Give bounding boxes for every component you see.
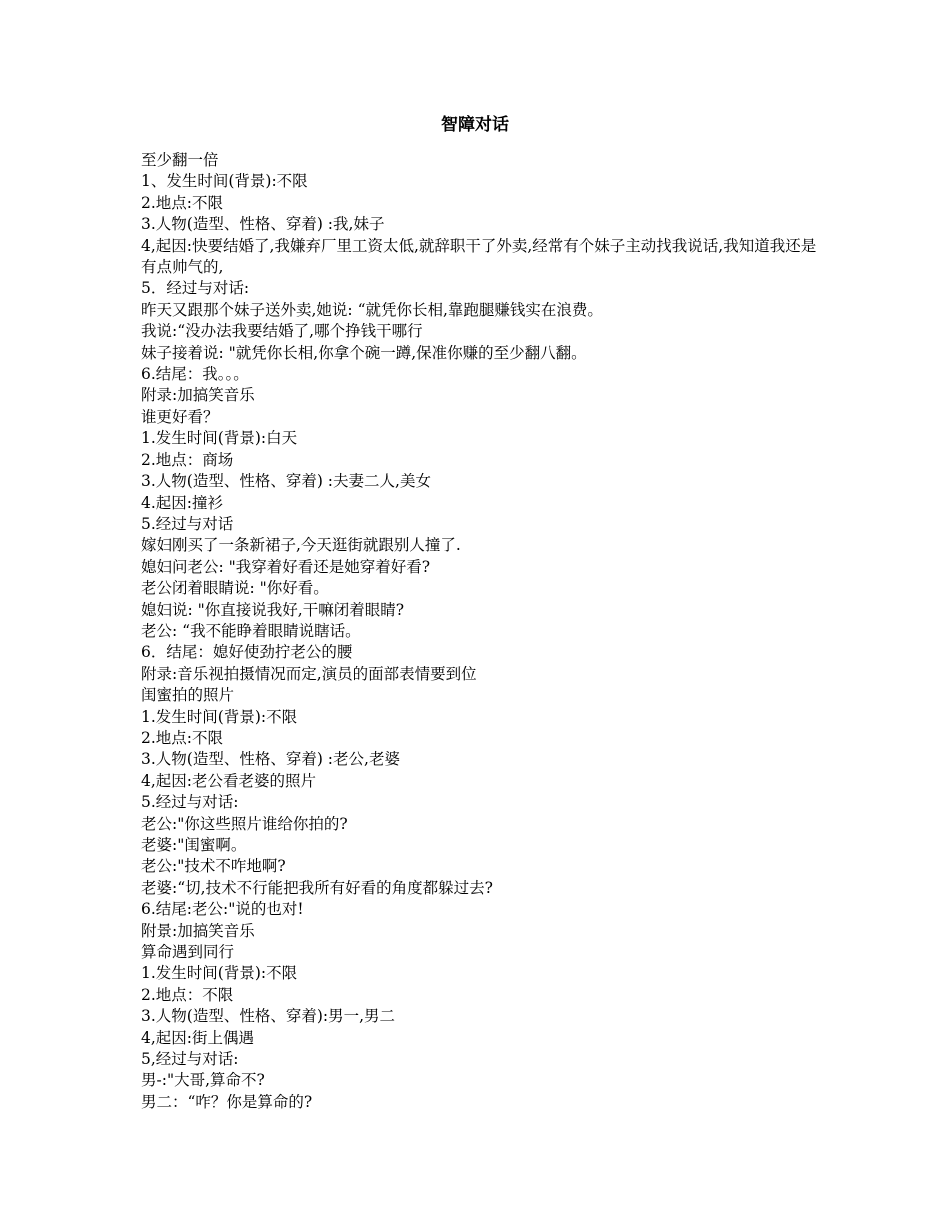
- text-line: 1.发生时间(背景):不限: [141, 964, 298, 983]
- text-line: 谁更好看？: [141, 407, 219, 426]
- text-line: 1、发生时间(背景):不限: [141, 172, 308, 191]
- document-body: [141, 150, 821, 1113]
- text-line: 妹子接着说: "就凭你长相,你拿个碗一蹲,保准你赚的至少翻八翻。: [141, 343, 587, 362]
- text-line: 老公: “我不能睁着眼睛说瞎话。: [141, 621, 361, 640]
- text-line: 5.经过与对话: [141, 514, 234, 533]
- text-line: 4,起因:老公看老婆的照片: [141, 771, 317, 790]
- text-line: 我说:“没办法我要结婚了,哪个挣钱干哪行: [141, 322, 423, 341]
- text-line: 老婆:"闺蜜啊。: [141, 836, 247, 854]
- text-line: 6.结尾:老公:"说的也对!: [141, 900, 304, 919]
- text-line: 昨天又跟那个妹子送外卖,她说: “就凭你长相,靠跑腿赚钱实在浪费。: [141, 300, 603, 319]
- text-line: 6.结尾：我。。。: [141, 365, 249, 384]
- text-line: 4,起因:街上偶遇: [141, 1028, 255, 1047]
- text-line: 1.发生时间(背景):白天: [141, 429, 298, 448]
- text-line: 5,经过与对话:: [141, 1050, 239, 1069]
- text-line: 男-:"大哥,算命不?: [141, 1071, 265, 1090]
- text-line: 男二：“咋？你是算命的?: [141, 1092, 313, 1111]
- text-line: 3.人物(造型、性格、穿着):男一,男二: [141, 1007, 396, 1026]
- document-title: 智障对话: [441, 115, 509, 135]
- text-line: 附录:加搞笑音乐: [141, 386, 255, 405]
- text-line: 至少翻一倍: [141, 151, 219, 169]
- text-line: 3.人物(造型、性格、穿着) :我,妹子: [141, 215, 385, 234]
- text-line: 1.发生时间(背景):不限: [141, 707, 298, 726]
- text-line: 5．经过与对话:: [141, 279, 250, 298]
- text-line: 2.地点：不限: [141, 985, 234, 1004]
- text-line: 2.地点:不限: [141, 728, 224, 747]
- text-line: 老公闭着眼睛说: "你好看。: [141, 579, 329, 598]
- text-line: 3.人物(造型、性格、穿着) :老公,老婆: [141, 750, 400, 769]
- text-line: 2.地点：商场: [141, 450, 234, 469]
- text-line: 3.人物(造型、性格、穿着) :夫妻二人,美女: [141, 472, 431, 491]
- text-line: 算命遇到同行: [141, 943, 235, 962]
- text-line: 2.地点:不限: [141, 193, 224, 212]
- text-line: 4.起因:撞衫: [141, 493, 224, 512]
- text-line: 6．结尾：媳好使劲拧老公的腰: [141, 643, 353, 662]
- text-line: 4,起因:快要结婚了,我嫌弃厂里工资太低,就辞职干了外卖,经常有个妹子主动找我说话,我知道我还是有点帅气的,: [141, 236, 817, 277]
- text-line: 5.经过与对话:: [141, 793, 239, 812]
- text-line: 附景:加搞笑音乐: [141, 921, 255, 940]
- text-line: 老公:"你这些照片谁给你拍的?: [141, 814, 348, 833]
- text-line: 媳妇说: "你直接说我好,干嘛闭着眼睛?: [141, 600, 405, 619]
- text-line: 老公:"技术不咋地啊?: [141, 857, 286, 876]
- text-line: 闺蜜拍的照片: [141, 686, 235, 705]
- text-line: 媳妇问老公: "我穿着好看还是她穿着好看?: [141, 557, 431, 576]
- text-line: 附录:音乐视拍摄情况而定,演员的面部表情要到位: [141, 664, 477, 683]
- text-line: 老婆:“切,技术不行能把我所有好看的角度都躲过去?: [141, 878, 493, 897]
- text-line: 嫁妇刚买了一条新裙子,今天逛街就跟别人撞了.: [141, 536, 461, 555]
